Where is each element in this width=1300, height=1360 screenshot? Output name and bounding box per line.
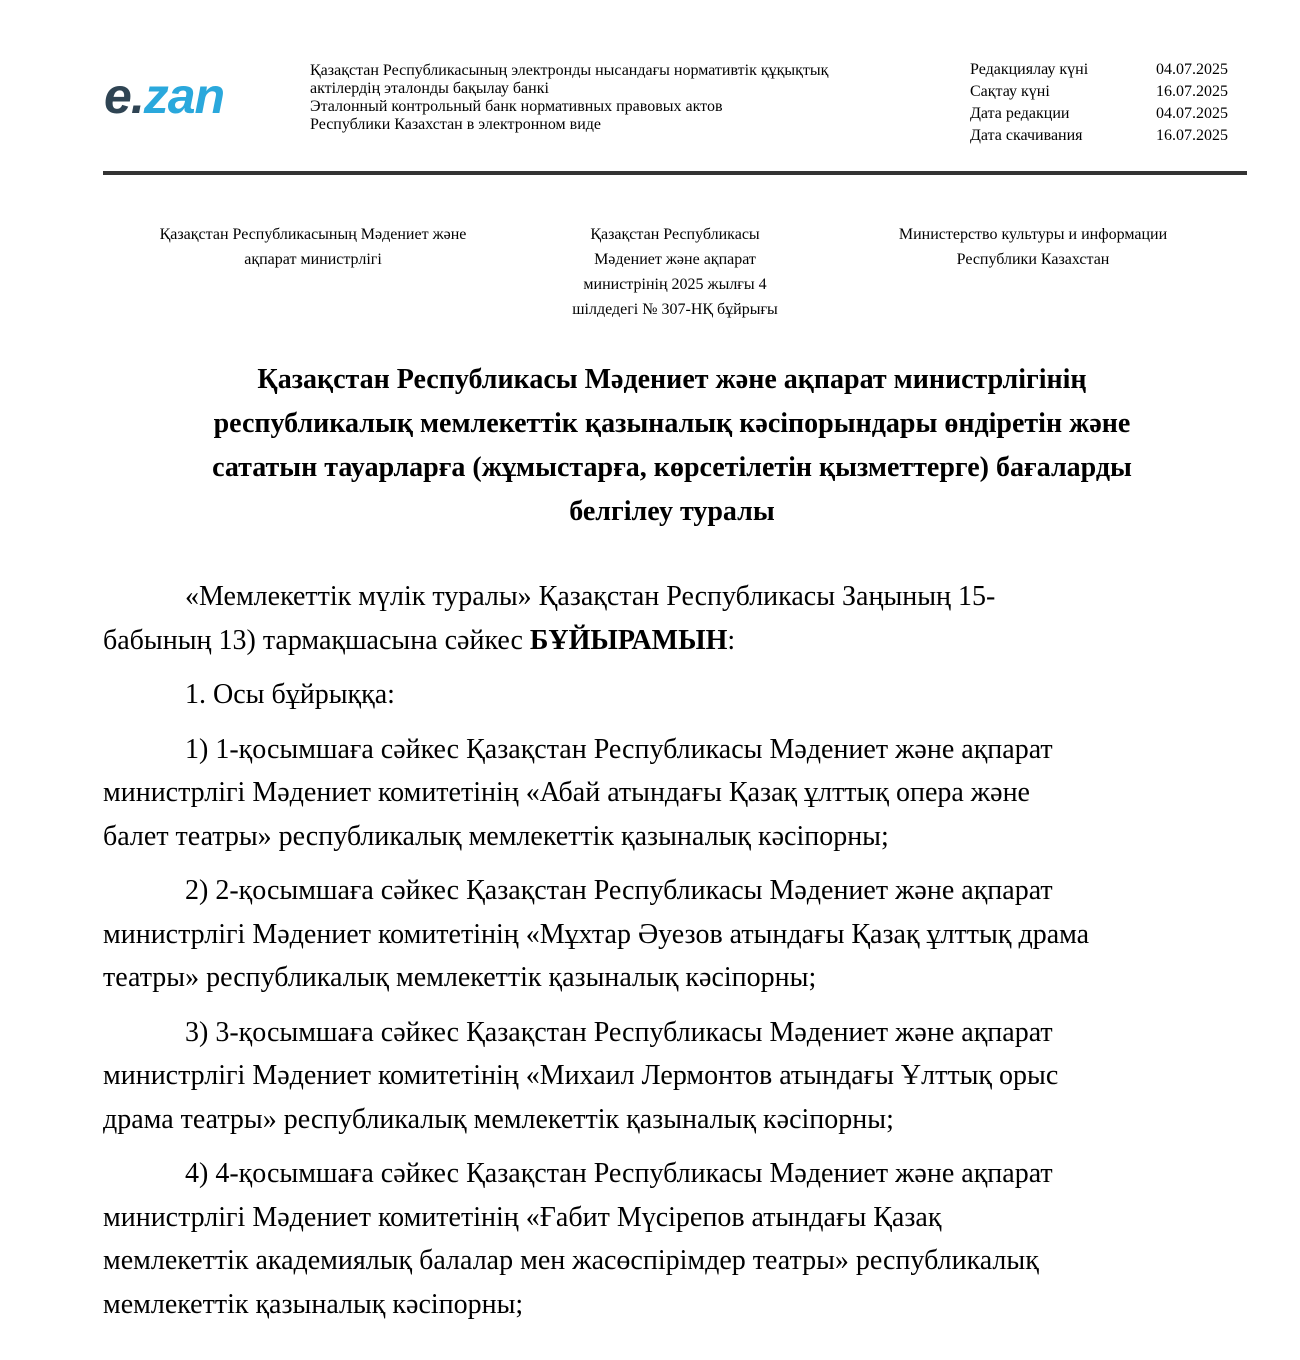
bank-line: актілердің эталонды бақылау банкі [310,80,549,97]
bank-description [310,62,930,134]
subitem-1: 1) 1-қосымшаға сәйкес Қазақстан Республикасы Мәдениет және ақпарат министрлігі Мәдениет комитетінің «Абай атындағы Қазақ ұлттық опера және балет театры» республикалық мемлекеттік қазыналық кәсіпорны; [103,733,1053,852]
bank-line: Қазақстан Республикасының электронды нысандағы нормативтік құқықтық [310,62,829,79]
subitem-3: 3) 3-қосымшаға сәйкес Қазақстан Республикасы Мәдениет және ақпарат министрлігі Мәдениет комитетінің «Михаил Лермонтов атындағы Ұлттық орыс драма театры» республикалық мемлекеттік қазыналық кәсіпорны; [103,1016,1059,1135]
issuer-kz: Қазақстан Республикасының Мәдениет және ақпарат министрлігі [159,226,467,268]
date-row-save-kz: Сақтау күні 16.07.2025 [970,83,1228,100]
date-row-edit-ru: Дата редакции 04.07.2025 [970,105,1228,122]
issuer-ru: Министерство культуры и информации Республики Казахстан [898,226,1168,268]
dates-table [970,59,1240,147]
bank-line: Эталонный контрольный банк нормативных правовых актов [310,98,723,115]
order-word: БҰЙЫРАМЫН [529,624,728,656]
header-divider [103,171,1247,175]
subitem-4: 4) 4-қосымшаға сәйкес Қазақстан Республикасы Мәдениет және ақпарат министрлігі Мәдениет комитетінің «Ғабит Мүсірепов атындағы Қазақ мемлекеттік академиялық балалар мен жасөспірімдер театры» республикалық мемлекеттік қазыналық кәсіпорны; [103,1158,1053,1320]
subitem-2: 2) 2-қосымшаға сәйкес Қазақстан Республикасы Мәдениет және ақпарат министрлігі Мәдениет комитетінің «Мұхтар Әуезов атындағы Қазақ ұлттық драма театры» республикалық мемлекеттік қазыналық кәсіпорны; [103,875,1090,993]
bank-line: Республики Казахстан в электронном виде [310,116,602,133]
document-header [0,0,1300,180]
intro-paragraph: «Мемлекеттік мүлік туралы» Қазақстан Республикасы Заңының 15- бабының 13) тармақшасына сәйкес БҰЙЫРАМЫН: [103,581,996,656]
document-body [103,575,1243,1337]
date-row-edit-kz: Редакциялау күні 04.07.2025 [970,61,1228,78]
item-1: 1. Осы бұйрыққа: [185,679,395,710]
ezan-logo: e.zan [104,68,225,124]
date-row-download-ru: Дата скачивания 16.07.2025 [970,127,1228,144]
document-title: Қазақстан Республикасы Мәдениет және ақпарат министрлігінің республикалық мемлекеттік қазыналық кәсіпорындары өндіретін және сататын тауарларға (жұмыстарға, көрсетілетін қызметтерге) бағаларды белгілеу туралы [212,364,1132,527]
order-reference: Қазақстан Республикасы Мәдениет және ақпарат министрінің 2025 жылғы 4 шілдедегі № 307-НҚ бұйрығы [572,226,778,318]
